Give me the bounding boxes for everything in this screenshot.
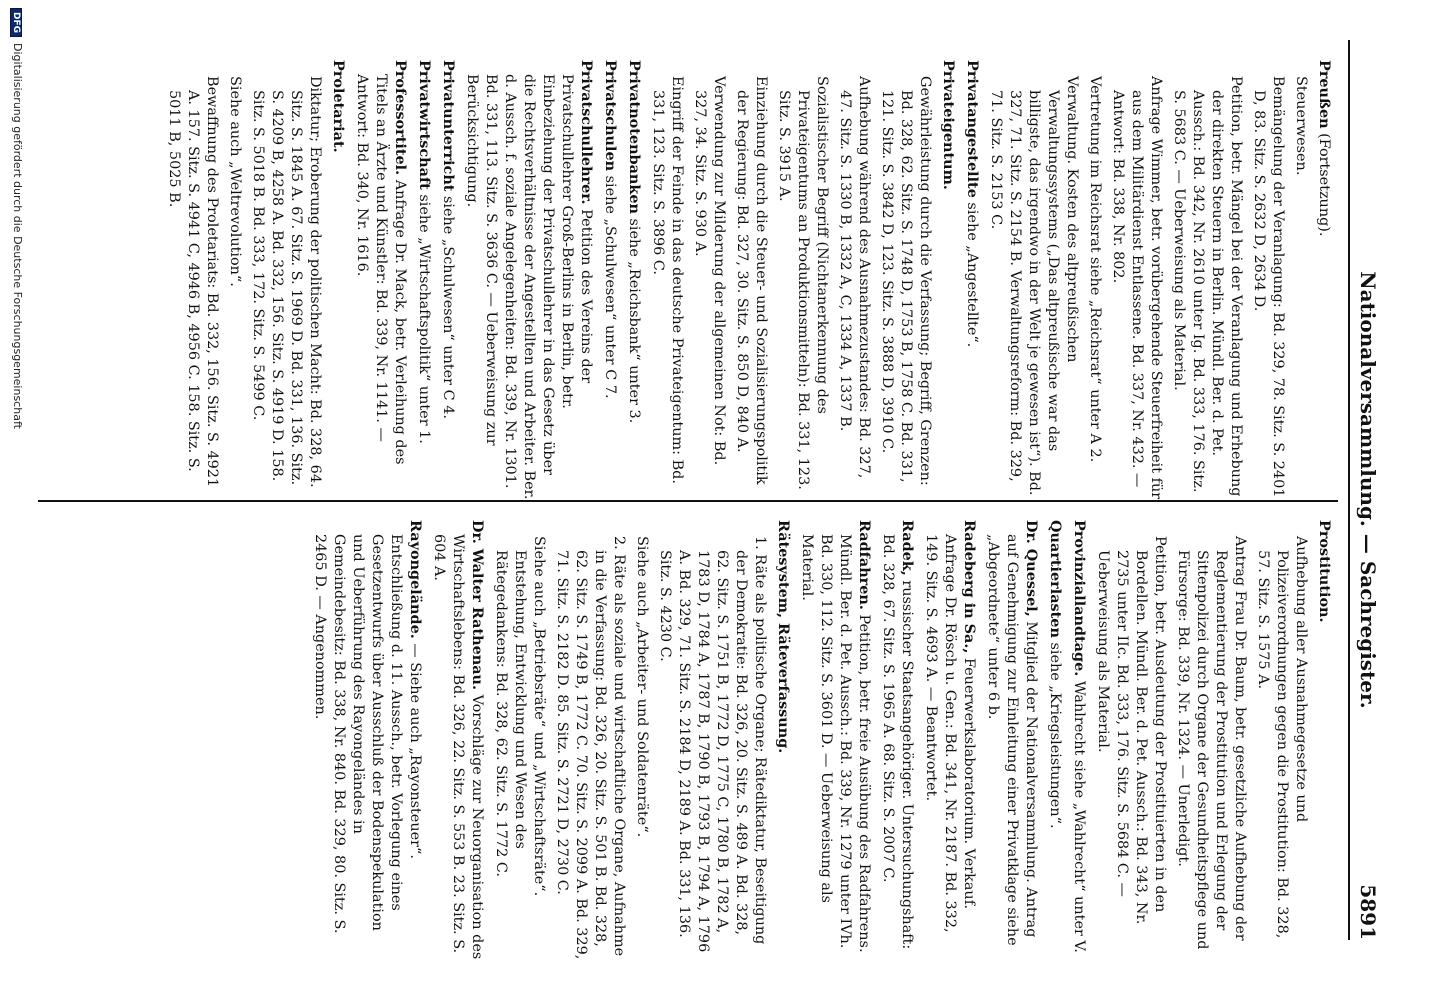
entry-keyword: Privateigentum. xyxy=(940,60,957,190)
entry-text: Einziehung durch die Steuer- und Sozialisierungspolitik der Regierung: Bd. 327, 30. Sitz. S. 850 D, 840 A. xyxy=(734,76,769,485)
entry-text: siehe „Kriegsleistungen“. xyxy=(1047,637,1063,829)
register-entry xyxy=(552,520,628,960)
entry-keyword: Rayongelände. xyxy=(407,520,424,639)
entry-text: Sozialistischer Begriff (Nichtanerkennung des Privateigentums an Produktionsmitteln): Bd. 331, 123. Sitz. S. 3915 A. xyxy=(776,76,830,490)
register-entry xyxy=(1249,60,1287,500)
entry-text: Vertretung im Reichsrat siehe „Reichsrat“ unter A 2. xyxy=(1087,76,1103,463)
entry-text: Aufhebung während des Ausnahmezustandes: Bd. 327, 47. Sitz. S. 1330 B, 1332 A, C, 1334 A, 1337 B. xyxy=(837,76,872,479)
entry-text: Aufhebung aller Ausnahmegesetze und Polizeiverordnungen gegen die Prostitution: Bd. 328, 57. Sitz. S. 1575 A. xyxy=(1255,536,1309,939)
entry-keyword: Privatangestellte xyxy=(964,60,981,198)
entry-keyword: Dr. Walter Rathenau. xyxy=(469,520,486,690)
register-entry xyxy=(1093,520,1169,960)
entry-text: siehe „Wirtschaftspolitik“ unter 1. xyxy=(416,189,432,444)
entry-text: — Siehe auch „Rayonsteuer“. Entschließung d. 11. Aussch., betr. Vorlegung eines Gesetzentwurfs über Ausschluß der Bodenspekulation und Ueberführung des Rayongeländes in Gemeindebesitz: Bd. 338, Nr. 840. Bd. 329, 80. Sitz. S. 2465 D. — Angenommen. xyxy=(312,534,423,934)
entry-text: siehe „Angestellte“. xyxy=(964,197,980,348)
entry-text: Petition des Vereins der Privatschullehrer Groß-Berlins in Berlin, betr. Einbeziehung der Privatschullehrer in das Gesetz über die Rechtsverhältnisse der Angestellten und Arbeiter. Ber. d. Aussch. f. soziale Angelegenheiten: Bd. 339, Nr. 1301. Bd. 331, 113. Sitz. S. 3636 C. — Ueberweisung zur Berücksichtigung. xyxy=(464,74,594,500)
register-entry xyxy=(877,60,934,500)
entry-text: Petition, betr. freie Ausübung des Radfahrens. Mündl. Ber. d. Pet. Aussch.: Bd. 339, Nr. 1279 unter IVh. Bd. 330, 112. Sitz. S. 3601 D. — Ueberweisung als Material. xyxy=(799,534,872,953)
running-title: Nationalversammlung. — Sachregister. xyxy=(1356,271,1380,709)
dfg-logo: DFG xyxy=(10,8,22,37)
entry-text: Vorschläge zur Neuorganisation des Wirtschaftslebens: Bd. 326, 22. Sitz. S. 553 B. 23. Sitz. S. 604 A. xyxy=(431,534,485,960)
entry-text: Siehe auch „Weltrevolution“. xyxy=(227,76,243,287)
register-entry xyxy=(835,60,873,500)
register-entry xyxy=(1169,60,1245,500)
column-divider xyxy=(38,500,1338,502)
register-entry xyxy=(878,520,917,960)
right-column xyxy=(306,520,1334,960)
register-entry xyxy=(1253,520,1310,960)
entry-keyword: Prostitution. xyxy=(1316,520,1333,623)
entry-text: 2. Räte als soziale und wirtschaftliche Organe, Aufnahme in die Verfassung: Bd. 326, 20. Sitz. S. 501 B. Bd. 328, 62. Sitz. S. 1749 B, 1772 C. 70. Sitz. S. 2099 A. Bd. 329, 71. Sitz. S. 2182 D. 85. Sitz. S. 2721 D, 2730 C. xyxy=(554,536,627,960)
entry-text: Antrag Frau Dr. Baum, betr. gesetzliche Aufhebung der Reglementierung der Prostitution und Erlegung der Sittenpolizei durch Organe der Gesundheitspflege und Fürsorge: Bd. 339, Nr. 1324. — Unerledigt. xyxy=(1175,536,1248,950)
register-entry xyxy=(938,60,958,500)
register-entry xyxy=(655,520,769,960)
funding-note: Digitalisierung gefördert durch die Deutsche Forschungsgemeinschaft xyxy=(11,43,24,429)
entry-text: Gewährleistung durch die Verfassung; Begriff, Grenzen: Bd. 328, 62. Sitz. S. 1748 D, 1753 B, 1758 C. Bd. 331, 121. Sitz. S. 3842 D, 123. Sitz. S. 3888 D, 3910 C. xyxy=(879,76,933,486)
entry-keyword: Privatunterricht xyxy=(440,60,457,192)
register-entry xyxy=(773,520,793,960)
entry-keyword: Privatnotenbanken xyxy=(626,60,643,214)
entry-keyword: Radek, xyxy=(899,520,916,576)
register-entry xyxy=(310,520,425,960)
register-entry xyxy=(1314,520,1334,960)
register-entry xyxy=(732,60,770,500)
entry-text: Feuerwerkslaboratorium. Verkauf. Anfrage Dr. Rösch u. Gen.: Bd. 341, Nr. 2187. Bd. 332, 149. Sitz. S. 4693 A. — Beantwortet. xyxy=(923,534,977,933)
register-entry xyxy=(1069,520,1089,960)
entry-text: Wahlrecht siehe „Wahlrecht“ unter V. xyxy=(1071,676,1087,953)
entry-text: Verwendung zur Milderung der allgemeinen Not: Bd. 327, 34. Sitz. S. 930 A. xyxy=(692,76,727,466)
entry-text: Bemängelung der Veranlagung: Bd. 329, 78. Sitz. S. 2401 D, 83. Sitz. S. 2632 D, 2634 D. xyxy=(1251,76,1286,498)
register-entry xyxy=(986,60,1081,500)
register-entry xyxy=(797,520,874,960)
entry-keyword: Professortitel. xyxy=(392,60,409,176)
entry-text: siehe „Schulwesen“ unter C 4. xyxy=(440,191,456,419)
register-entry xyxy=(962,60,982,500)
entry-keyword: Quartierlasten xyxy=(1047,520,1064,638)
entry-text: Bewaffnung des Proletariats: Bd. 332, 156. Sitz. S. 4921 A. 157. Sitz. S. 4941 C, 4946 B, 4956 C. 158. Sitz. S. 5011 B, 5025 B. xyxy=(166,76,220,488)
entry-text: Petition, betr. Mängel bei der Veranlagung und Erhebung der direkten Steuern in Berlin. Mündl. Ber. d. Pet. Aussch.: Bd. 342, Nr. 2610 unter Ig. Bd. 333, 176. Sitz. S. 5683 C. — Ueberweisung als Material. xyxy=(1171,76,1244,497)
entry-keyword: Preußen xyxy=(1316,60,1333,129)
register-entry xyxy=(164,60,221,500)
register-entry xyxy=(921,520,979,960)
entry-keyword: Proletariat. xyxy=(330,60,347,153)
register-entry xyxy=(414,60,434,500)
entry-keyword: Privatwirtschaft xyxy=(416,60,433,190)
entry-keyword: Radeberg in Sa., xyxy=(961,520,978,654)
register-entry xyxy=(600,60,620,500)
register-entry xyxy=(1314,60,1334,500)
register-entry xyxy=(690,60,728,500)
page-header xyxy=(1352,40,1386,940)
register-entry xyxy=(225,60,244,500)
register-entry xyxy=(352,60,410,500)
register-entry xyxy=(1173,520,1249,960)
entry-text: 1. Räte als politische Organe; Rätediktatur, Beseitigung der Demokratie: Bd. 326, 20. Sitz. S. 489 A. Bd. 328, 62. Sitz. S. 1751 B, 1772 D, 1775 C, 1780 B, 1782 A, 1783 D, 1784 A, 1787 B, 1790 B, 1793 B, 1794 A, 1796 A. Bd. 329, 71. Sitz. S. 2184 D, 2189 A. Bd. 331, 136. Sitz. S. 4230 C. xyxy=(657,536,768,953)
register-entry xyxy=(983,520,1041,960)
register-entry xyxy=(248,60,324,500)
register-entry xyxy=(1108,60,1165,500)
entry-keyword: Radfahren. xyxy=(856,520,873,610)
entry-text: Verwaltung. Kosten des altpreußischen Verwaltungssystems („Das altpreußische war das billigste, das irgendwo in der Welt je gewesen ist“). Bd. 327, 71. Sitz. S. 2154 B. Verwaltungsreform: Bd. 329, 71. Sitz. S. 2153 C. xyxy=(988,76,1080,496)
register-entry xyxy=(1085,60,1104,500)
header-rule xyxy=(1348,40,1350,940)
entry-text: Eingriff der Feinde in das deutsche Privateigentum: Bd. 331, 123. Sitz. S. 3896 C. xyxy=(650,76,685,484)
entry-text: (Fortsetzung). xyxy=(1316,128,1332,237)
entry-keyword: Dr. Quessel, xyxy=(1023,520,1040,617)
entry-keyword: Privatschulen xyxy=(602,60,619,172)
register-entry xyxy=(1291,60,1310,500)
page-number: 5891 xyxy=(1356,884,1380,940)
entry-text: Anfrage Dr. Mack, betr. Verleihung des Titels an Ärzte und Künstler: Bd. 339, Nr. 1141. — Antwort: Bd. 340, Nr. 1616. xyxy=(354,74,408,465)
entry-text: Petition, betr. Ausdeutung der Prostituierten in den Bordellen. Mündl. Ber. d. Pet. Aussch.: Bd. 343, Nr. 2735 unter IIc. Bd. 333, 176. Sitz. S. 5684 C. — Ueberweisung als Material. xyxy=(1095,536,1168,925)
left-column xyxy=(160,60,1334,500)
register-entry xyxy=(648,60,686,500)
entry-text: Siehe auch „Arbeiter- und Soldatenräte“. xyxy=(634,536,650,838)
entry-keyword: Provinziallandtage. xyxy=(1071,520,1088,677)
entry-text: russischer Staatsangehöriger. Untersuchungshaft: Bd. 328, 67. Sitz. S. 1965 A. 68. Sitz. S. 2007 C. xyxy=(880,534,915,950)
register-entry xyxy=(429,520,487,960)
entry-text: Steuerwesen. xyxy=(1293,76,1309,176)
register-entry xyxy=(462,60,596,500)
entry-text: siehe „Schulwesen“ unter C 7. xyxy=(602,171,618,399)
register-entry xyxy=(438,60,458,500)
entry-text: Anfrage Wimmer, betr. vorübergehende Steuerfreiheit für aus dem Militärdienst Entlassene. Bd. 337, Nr. 432. — Antwort: Bd. 338, Nr. 802. xyxy=(1110,76,1164,500)
register-entry xyxy=(632,520,651,960)
page-footer xyxy=(10,0,24,1008)
entry-text: Siehe auch „Betriebsräte“ und „Wirtschaftsräte“. Entstehung, Entwicklung und Wesen des Rätegedankens: Bd. 328, 62. Sitz. S. 1772 C. xyxy=(493,536,547,897)
entry-text: Mitglied der Nationalversammlung. Antrag auf Genehmigung zur Einleitung einer Privatklage siehe „Abgeordnete“ unter 6 b. xyxy=(985,534,1039,946)
register-entry xyxy=(624,60,644,500)
entry-keyword: Privatschullehrer. xyxy=(578,60,595,205)
register-entry xyxy=(1045,520,1065,960)
entry-keyword: Rätesystem, Räteverfassung. xyxy=(775,520,792,754)
entry-text: siehe „Reichsbank“ unter 3. xyxy=(626,213,642,424)
entry-text: Diktatur; Eroberung der politischen Macht: Bd. 328, 64. Sitz. S. 1845 A. 67. Sitz. S. 1969 D. Bd. 331, 136. Sitz. S. 4209 B, 4258 A. Bd. 332, 156. Sitz. S. 4919 D. 158. Sitz. S. 5018 B. Bd. 333, 172. Sitz. S. 5499 C. xyxy=(250,76,323,488)
register-entry xyxy=(774,60,831,500)
register-entry xyxy=(328,60,348,500)
register-entry xyxy=(491,520,548,960)
